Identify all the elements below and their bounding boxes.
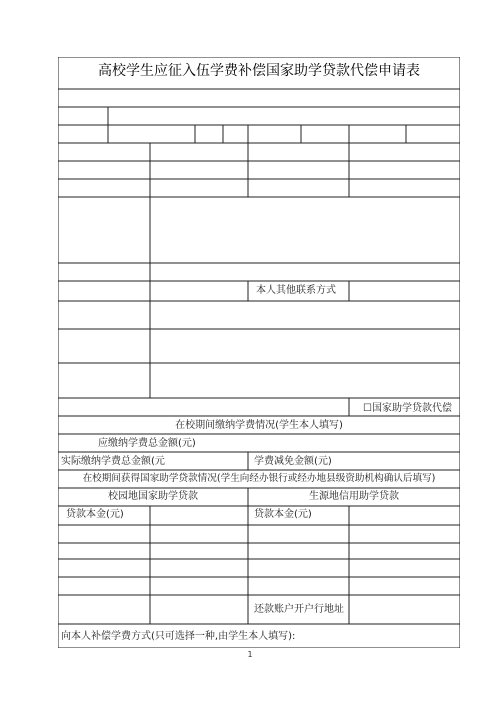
contact-label: 本人其他联系方式	[256, 285, 336, 296]
campus-loan-header: 校园地国家助学贷款	[108, 491, 198, 502]
tuition-paid-label: 实际缴纳学费总金额(元	[61, 456, 165, 467]
form-grid	[58, 57, 460, 648]
application-form	[58, 57, 460, 648]
tuition-waived-label: 学费减免金额(元)	[254, 456, 332, 467]
page-number: 1	[247, 650, 253, 659]
origin-loan-header: 生源地信用助学贷款	[309, 491, 399, 502]
compensation-method-label: 向本人补偿学费方式(只可选择一种,由学生本人填写):	[61, 631, 296, 642]
tuition-due-label: 应缴纳学费总金额(元)	[98, 438, 196, 449]
loan-compensation-checkbox[interactable]: ☐国家助学贷款代偿	[363, 403, 452, 414]
loan-section-header: 在校期间获得国家助学贷款情况(学生向经办银行或经办地县级资助机构确认后填写)	[82, 473, 436, 484]
tuition-section-header: 在校期间缴纳学费情况(学生本人填写)	[175, 420, 343, 431]
origin-principal-label: 贷款本金(元)	[254, 509, 312, 520]
repay-bank-label: 还款账户开户行地址	[254, 604, 344, 615]
form-title: 高校学生应征入伍学费补偿国家助学贷款代偿申请表	[98, 63, 420, 79]
campus-principal-label: 贷款本金(元)	[66, 509, 124, 520]
